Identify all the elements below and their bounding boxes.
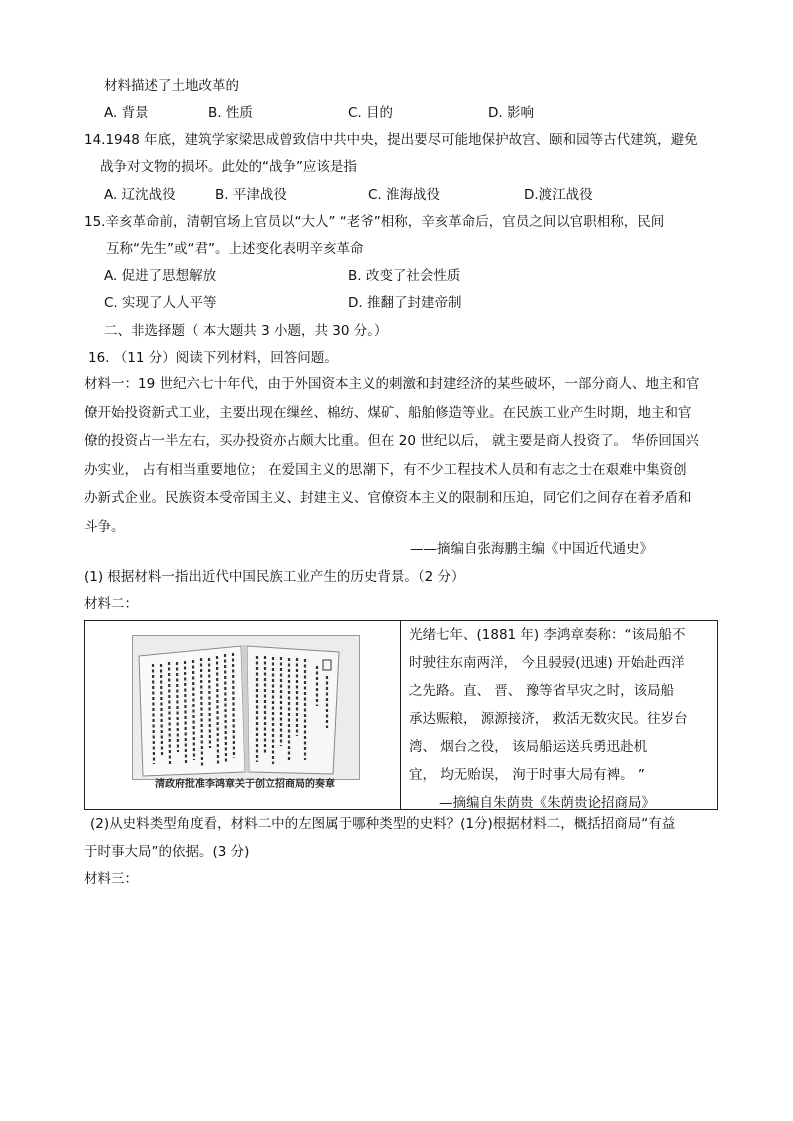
material2-source: —摘编自朱荫贵《朱荫贵论招商局》 <box>439 795 655 811</box>
q14-option-c: C. 淮海战役 <box>368 187 441 203</box>
q15-option-a: A. 促进了思想解放 <box>104 268 217 284</box>
q15-option-c: C. 实现了人人平等 <box>104 295 217 311</box>
q13-option-d: D. 影响 <box>488 105 534 121</box>
q14-option-b: B. 平津战役 <box>215 187 287 203</box>
sub-question-1: (1) 根据材料一指出近代中国民族工业产生的历史背景。（2 分） <box>84 569 465 585</box>
q14-option-a: A. 辽沈战役 <box>104 187 176 203</box>
material2-line: 之先路。直、 晋、 豫等省早灾之时，该局船 <box>409 683 675 699</box>
q15-option-b: B. 改变了社会性质 <box>348 268 461 284</box>
q14-stem-line1: 14.1948 年底，建筑学家梁思成曾致信中共中央，提出要尽可能地保护故宫、颐和园等古代建筑，避免 <box>84 132 698 148</box>
sub-question-2-line1: (2)从史料类型角度看，材料二中的左图属于哪种类型的史料？(1分)根据材料二，概括招商局“有益 <box>90 816 676 832</box>
q14-stem-line2: 战争对文物的损坏。此处的“战争”应该是指 <box>100 159 357 175</box>
material1-paragraph <box>84 370 724 541</box>
q14-option-d: D.渡江战役 <box>524 187 593 203</box>
q13-stem-tail: 材料描述了土地改革的 <box>104 78 239 94</box>
material3-label: 材料三： <box>84 871 138 887</box>
material2-line: 湾、 烟台之役， 该局船运送兵勇迅赴机 <box>409 739 648 755</box>
q15-stem-line2: 互称“先生”或“君”。上述变化表明辛亥革命 <box>106 241 364 257</box>
material1-source: ——摘编自张海鹏主编《中国近代通史》 <box>410 541 653 557</box>
q16-intro: 16. （11 分）阅读下列材料，回答问题。 <box>88 350 338 366</box>
table-column-divider <box>400 621 401 809</box>
material2-line: 光绪七年、(1881 年) 李鸿章奏称：“该局船不 <box>409 627 686 643</box>
section2-heading: 二、非选择题（ 本大题共 3 小题，共 30 分。） <box>104 323 388 339</box>
sub-question-2-line2: 于时事大局”的依据。(3 分) <box>84 844 250 860</box>
material2-line: 宜， 均无贻误， 洵于时事大局有裨。 ” <box>409 767 645 783</box>
material1-line: 僚的投资占一半左右，买办投资亦占颇大比重。但在 20 世纪以后， 就主要是商人投资了。 华侨回国兴 <box>84 433 699 449</box>
q15-option-d: D. 推翻了封建帝制 <box>348 295 462 311</box>
material2-table <box>84 620 718 810</box>
material2-text <box>409 621 709 817</box>
q13-option-b: B. 性质 <box>208 105 253 121</box>
q13-option-c: C. 目的 <box>348 105 394 121</box>
image-caption: 清政府批准李鸿章关于创立招商局的奏章 <box>155 779 335 790</box>
material2-label: 材料二： <box>84 596 138 612</box>
material1-line: 斗争。 <box>84 518 125 535</box>
material1-line: 僚开始投资新式工业，主要出现在缫丝、棉纺、煤矿、船舶修造等业。在民族工业产生时期，地主和官 <box>84 404 692 421</box>
material1-line: 办实业， 占有相当重要地位； 在爱国主义的思潮下，有不少工程技术人员和有志之士在艰难中集资创 <box>84 461 687 478</box>
material1-line: 材料一：19 世纪六七十年代，由于外国资本主义的刺激和封建经济的某些破坏，一部分商人、地主和官 <box>84 376 700 392</box>
memorial-document-image <box>132 635 360 780</box>
q13-option-a: A. 背景 <box>104 105 149 121</box>
material2-line: 时驶往东南两洋， 今且骎骎(迅速) 开始赴西洋 <box>409 655 685 671</box>
material2-line: 承达赈粮， 源源接济， 救活无数灾民。往岁台 <box>409 711 688 727</box>
q15-stem-line1: 15.辛亥革命前，清朝官场上官员以“大人” “老爷”相称，辛亥革命后，官员之间以官职相称，民间 <box>84 214 665 230</box>
memorial-document-illustration <box>133 636 360 780</box>
material1-line: 办新式企业。民族资本受帝国主义、封建主义、官僚资本主义的限制和压迫，同它们之间存在着矛盾和 <box>84 490 692 506</box>
